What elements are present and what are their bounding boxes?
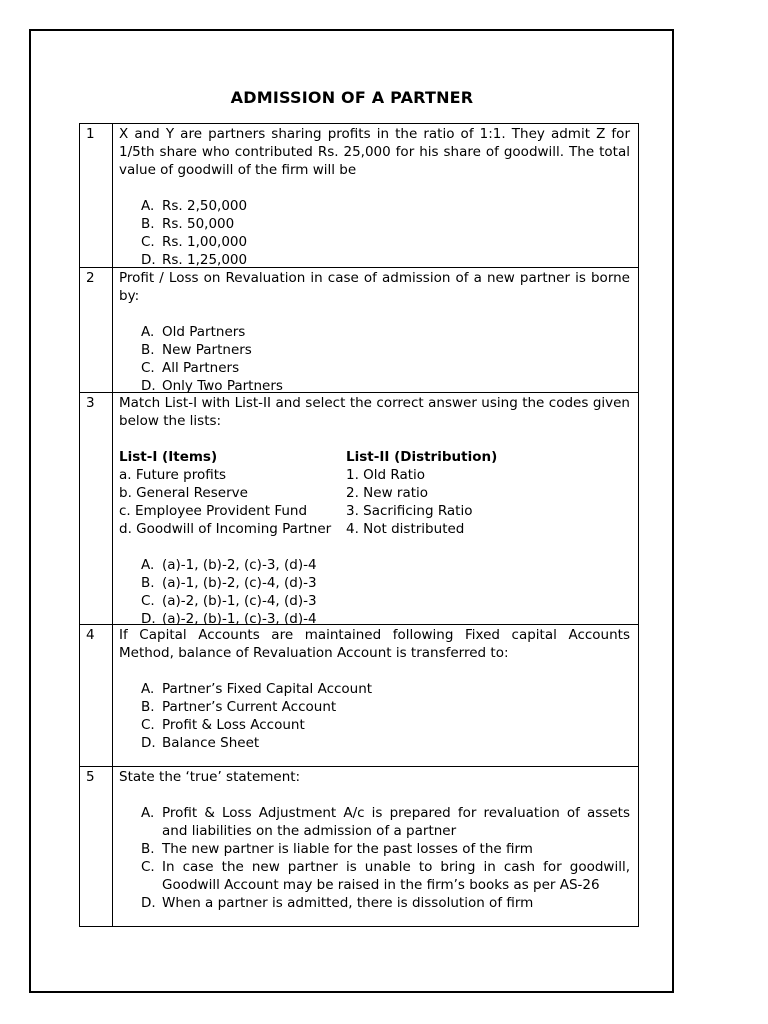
option-c: C. (a)-2, (b)-1, (c)-4, (d)-3	[141, 593, 317, 609]
question-body	[113, 625, 638, 752]
question-number: 2	[80, 268, 113, 392]
option-c: C. Rs. 1,00,000	[141, 234, 248, 250]
option-d: D. Rs. 1,25,000	[141, 252, 248, 268]
option-a: A. Partner’s Fixed Capital Account	[141, 681, 373, 697]
option-a: A. Rs. 2,50,000	[141, 198, 248, 214]
list-1-item: c. Employee Provident Fund	[119, 503, 308, 519]
option-a: A. (a)-1, (b)-2, (c)-3, (d)-4	[141, 557, 317, 573]
list-1-header: List-I (Items)	[119, 449, 218, 465]
list-1-item: d. Goodwill of Incoming Partner	[119, 521, 332, 537]
option-b: B. Rs. 50,000	[141, 216, 235, 232]
option-b: B. (a)-1, (b)-2, (c)-4, (d)-3	[141, 575, 317, 591]
question-row-5	[80, 766, 638, 926]
option-b: B. The new partner is liable for the past losses of the firm	[141, 841, 533, 857]
question-number: 4	[80, 625, 113, 766]
option-c: C. Profit & Loss Account	[141, 717, 305, 733]
option-c: C. All Partners	[141, 360, 240, 376]
question-row-4	[80, 624, 638, 766]
question-text: X and Y are partners sharing profits in the ratio of 1:1. They admit Z for 1/5th share who contributed Rs. 25,000 for his share of goodwill. The total value of goodwill of the firm will be	[119, 126, 630, 178]
list-2	[346, 448, 630, 538]
option-d: D. Balance Sheet	[141, 735, 260, 751]
question-row-1	[80, 124, 638, 267]
document-title: ADMISSION OF A PARTNER	[230, 88, 474, 107]
option-a: A. Profit & Loss Adjustment A/c is prepared for revaluation of assets and liabilities on the admission of a partner	[141, 805, 630, 839]
question-number: 1	[80, 124, 113, 267]
list-2-item: 1. Old Ratio	[346, 467, 426, 483]
question-body	[113, 124, 638, 269]
question-body	[113, 767, 638, 912]
option-a: A. Old Partners	[141, 324, 246, 340]
option-d: D. Only Two Partners	[141, 378, 283, 394]
question-number: 5	[80, 767, 113, 926]
question-text: State the ‘true’ statement:	[119, 769, 301, 785]
option-d: D. When a partner is admitted, there is dissolution of firm	[141, 895, 534, 911]
option-b: B. Partner’s Current Account	[141, 699, 337, 715]
option-c: C. In case the new partner is unable to bring in cash for goodwill, Goodwill Account may be raised in the firm’s books as per AS-26	[141, 859, 630, 893]
list-2-item: 4. Not distributed	[346, 521, 465, 537]
list-2-item: 2. New ratio	[346, 485, 429, 501]
question-number: 3	[80, 393, 113, 624]
match-lists	[119, 448, 630, 538]
list-2-header: List-II (Distribution)	[346, 449, 498, 465]
questions-table	[79, 123, 639, 927]
list-2-item: 3. Sacrificing Ratio	[346, 503, 473, 519]
question-text: Match List-I with List-II and select the correct answer using the codes given below the lists:	[119, 395, 630, 429]
list-1	[119, 448, 346, 538]
option-d: D. (a)-2, (b)-1, (c)-3, (d)-4	[141, 611, 317, 627]
list-1-item: b. General Reserve	[119, 485, 248, 501]
question-row-2	[80, 267, 638, 392]
question-body	[113, 268, 638, 395]
question-body	[113, 393, 638, 628]
question-row-3	[80, 392, 638, 627]
question-text: If Capital Accounts are maintained following Fixed capital Accounts Method, balance of Revaluation Account is transferred to:	[119, 627, 630, 661]
list-1-item: a. Future profits	[119, 467, 227, 483]
question-text: Profit / Loss on Revaluation in case of admission of a new partner is borne by:	[119, 270, 630, 304]
option-b: B. New Partners	[141, 342, 252, 358]
